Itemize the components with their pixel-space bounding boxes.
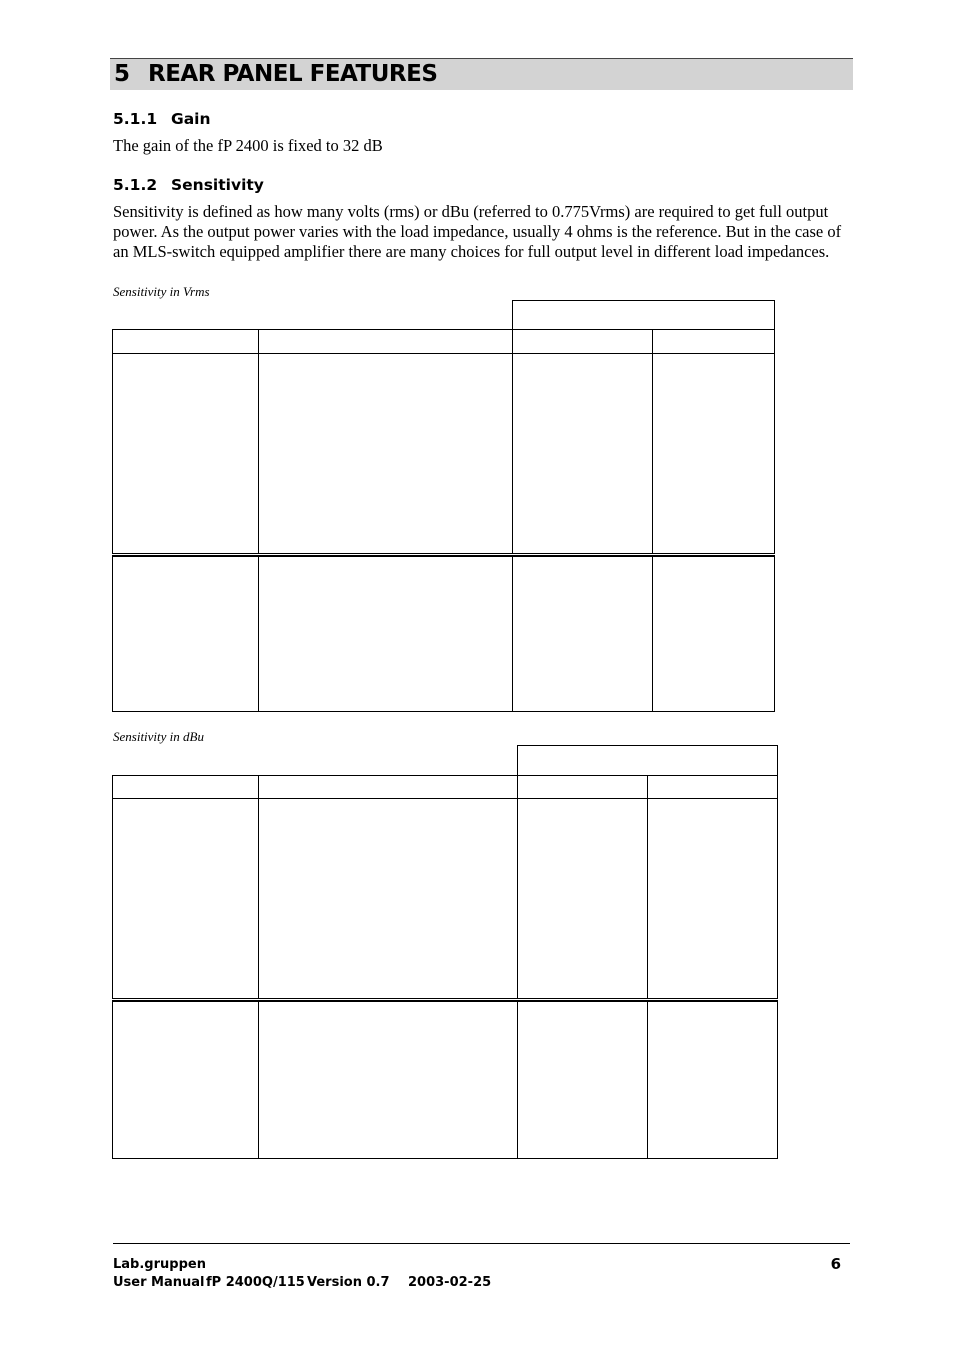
footer-date: 2003-02-25: [408, 1275, 492, 1290]
table-cell: [512, 353, 653, 554]
gain-paragraph: The gain of the fP 2400 is fixed to 32 dB: [113, 136, 383, 155]
chapter-number: 5: [114, 61, 130, 87]
footer-model: fP 2400Q/115: [206, 1275, 305, 1290]
table-cell: [647, 798, 778, 999]
table-header-cell: [258, 775, 518, 799]
table-cell: [112, 556, 259, 712]
table-cell: [112, 1001, 259, 1159]
table-cell: [652, 353, 775, 554]
table-header-cell: [652, 329, 775, 354]
table-header-cell: [258, 329, 513, 354]
section-heading-sensitivity: [113, 176, 264, 194]
footer-version: Version 0.7: [307, 1275, 390, 1290]
section-title: Gain: [171, 110, 211, 128]
section-heading-gain: [113, 110, 211, 128]
footer-doc-title: User Manual: [113, 1275, 205, 1290]
table-header-group-cell: [517, 745, 778, 776]
footer-company: Lab.gruppen: [113, 1257, 206, 1272]
table-cell: [112, 353, 259, 554]
table-cell: [258, 798, 518, 999]
table-cell: [517, 1001, 648, 1159]
table-cell: [258, 353, 513, 554]
table-caption-dbu: Sensitivity in dBu: [113, 729, 204, 744]
table-header-cell: [512, 329, 653, 354]
table-cell: [258, 1001, 518, 1159]
chapter-title: [114, 61, 437, 87]
section-number: 5.1.1: [113, 110, 158, 128]
chapter-title-text: REAR PANEL FEATURES: [148, 61, 438, 87]
sensitivity-paragraph: Sensitivity is defined as how many volts (rms) or dBu (referred to 0.775Vrms) are required to get full output power. As the output power varies with the load impedance, usually 4 ohms is the reference. But in the case of an MLS-switch equipped amplifier there are many choices for full output level in different load impedances.: [113, 202, 842, 261]
footer-rule: [113, 1243, 850, 1244]
section-number: 5.1.2: [113, 176, 158, 194]
table-header-cell: [517, 775, 648, 799]
table-cell: [112, 798, 259, 999]
table-cell: [647, 1001, 778, 1159]
table-cell: [258, 556, 513, 712]
table-header-cell: [112, 329, 259, 354]
table-header-cell: [112, 775, 259, 799]
table-cell: [517, 798, 648, 999]
page-number: 6: [830, 1255, 841, 1273]
chapter-heading-bar: [110, 58, 853, 90]
table-caption-vrms: Sensitivity in Vrms: [113, 284, 210, 299]
table-header-group-cell: [512, 300, 775, 330]
section-title: Sensitivity: [171, 176, 264, 194]
table-cell: [652, 556, 775, 712]
table-cell: [512, 556, 653, 712]
table-header-cell: [647, 775, 778, 799]
